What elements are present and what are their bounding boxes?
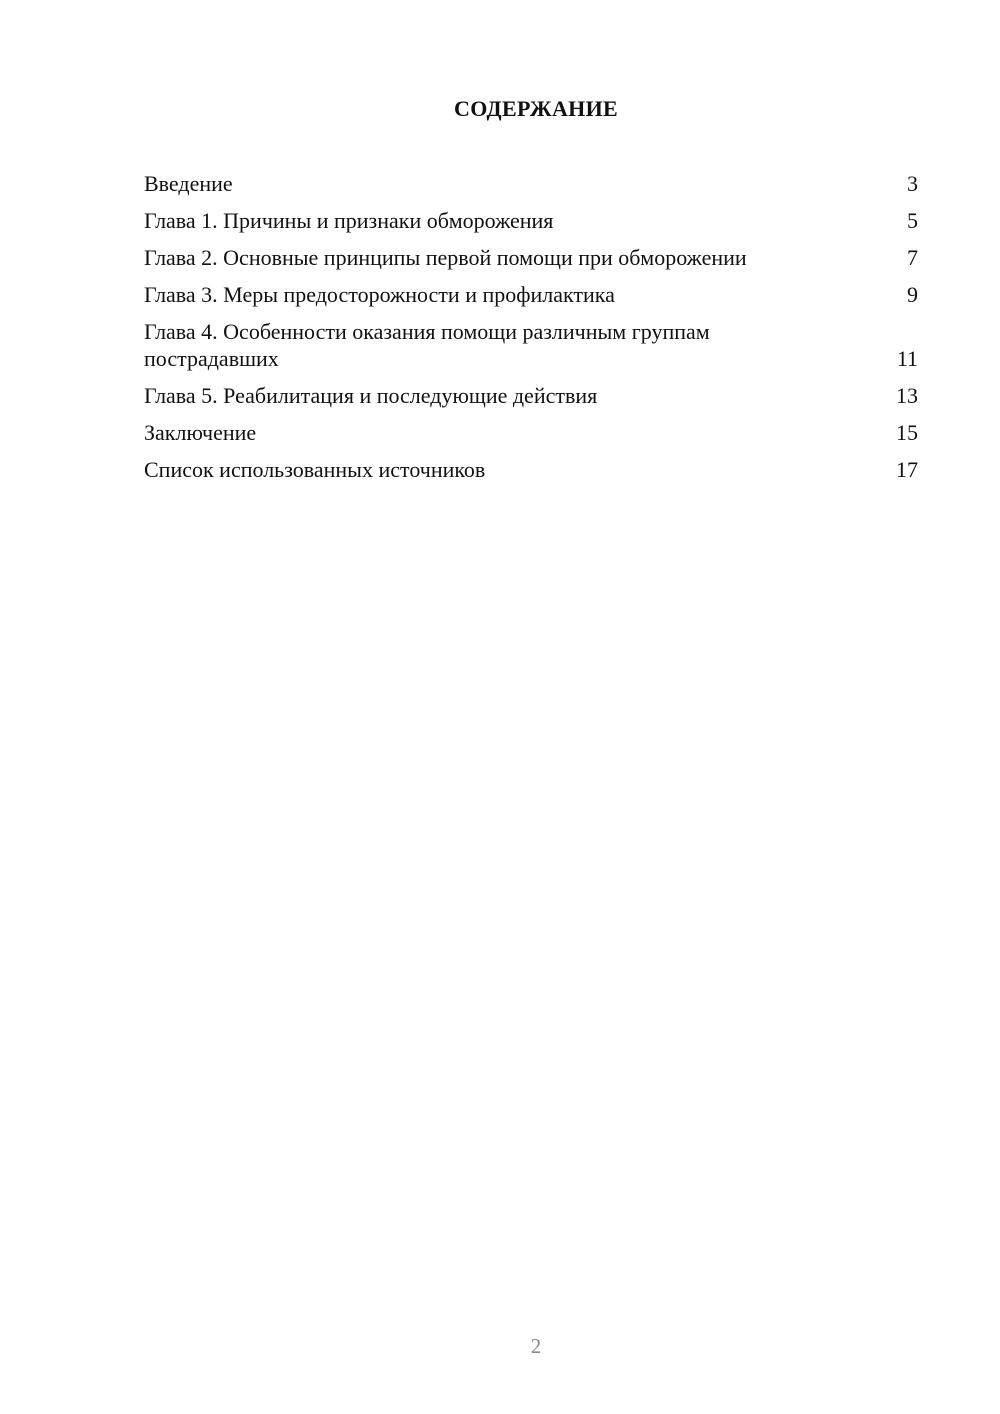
toc-entry-chapter-5 <box>144 382 918 409</box>
toc-entry-text: Глава 2. Основные принципы первой помощи при обморожении <box>144 245 747 270</box>
toc-entry-text: Заключение <box>144 420 257 445</box>
toc-entry-page: 3 <box>907 171 918 196</box>
toc-entry-chapter-2 <box>144 244 918 271</box>
toc-entry-chapter-3 <box>144 281 918 308</box>
toc-entry-introduction <box>144 170 918 197</box>
toc-entry-text: Глава 3. Меры предосторожности и профилактика <box>144 282 615 307</box>
toc-entry-page: 17 <box>896 457 918 482</box>
toc-entry-page: 7 <box>907 245 918 270</box>
toc-entry-page: 15 <box>896 420 918 445</box>
toc-entry-chapter-4 <box>144 318 918 372</box>
toc-entry-page: 13 <box>896 383 918 408</box>
toc-title: СОДЕРЖАНИЕ <box>454 96 618 121</box>
toc-entry-page: 11 <box>896 346 918 371</box>
toc-entry-text: Глава 4. Особенности оказания помощи различным группам пострадавших <box>144 319 710 371</box>
toc-entry-text: Глава 1. Причины и признаки обморожения <box>144 208 554 233</box>
page-number: 2 <box>530 1334 542 1358</box>
toc-entry-page: 9 <box>907 282 918 307</box>
toc-entry-page: 5 <box>907 208 918 233</box>
table-of-contents <box>144 170 918 493</box>
toc-entry-chapter-1 <box>144 207 918 234</box>
toc-entry-references <box>144 456 918 483</box>
toc-entry-text: Список использованных источников <box>144 457 486 482</box>
toc-entry-conclusion <box>144 419 918 446</box>
toc-entry-text: Введение <box>144 171 233 196</box>
toc-entry-text: Глава 5. Реабилитация и последующие действия <box>144 383 598 408</box>
